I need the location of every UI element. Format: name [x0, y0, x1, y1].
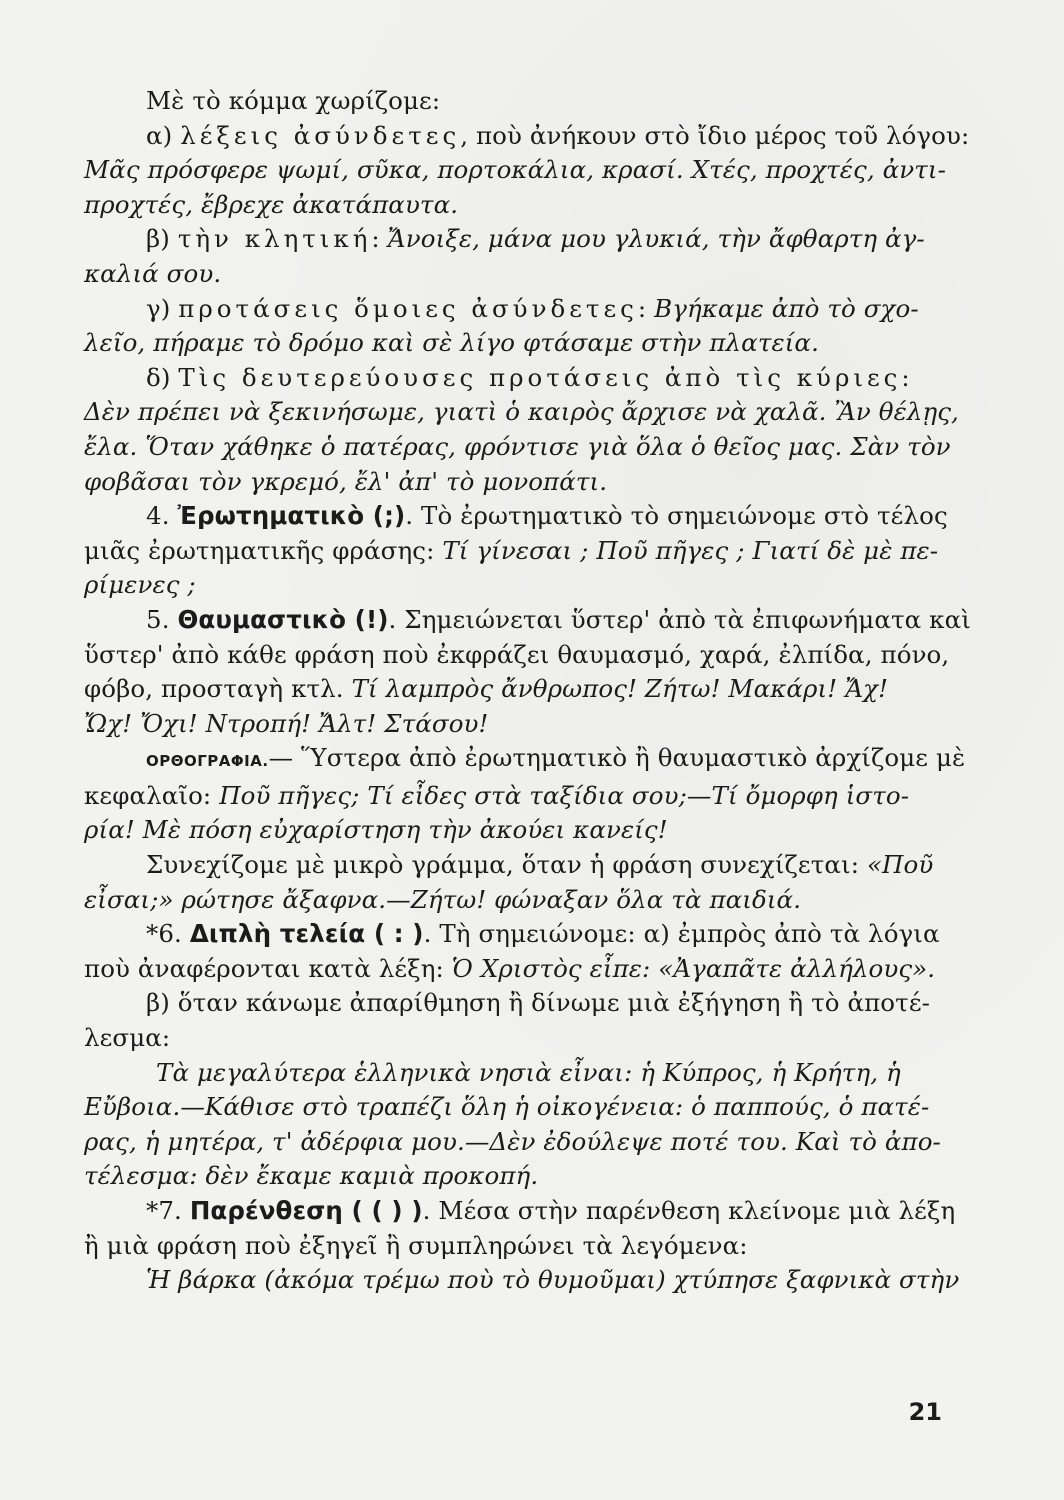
example-line: Εὔβοια.—Κάθισε στὸ τραπέζι ὅλη ἡ οἰκογένεια: ὁ παππούς, ὁ πατέ- [84, 1092, 930, 1122]
section-heading-line: 4. Ἐρωτηματικὸ (;). Τὸ ἐρωτηματικὸ τὸ σημειώνομε στὸ τέλος [146, 501, 948, 531]
text-line: κεφαλαῖο: Ποῦ πῆγες; Τί εἶδες στὰ ταξίδια σου;—Τί ὄμορφη ἱστο- [84, 780, 910, 810]
example-line: Δὲν πρέπει νὰ ξεκινήσωμε, γιατὶ ὁ καιρὸς ἄρχισε νὰ χαλᾶ. Ἂν θέλῃς, [84, 397, 959, 427]
orthography-note-line: ΟΡΘΟΓΡΑΦΙΑ.— Ὕστερα ἀπὸ ἐρωτηματικὸ ἢ θαυμαστικὸ ἀρχίζομε μὲ [146, 743, 966, 773]
text-line: β) τὴν κλητική: Ἄνοιξε, μάνα μου γλυκιά, τὴν ἄφθαρτη ἀγ- [146, 224, 925, 254]
text-line: β) ὅταν κάνωμε ἀπαρίθμηση ἢ δίνωμε μιὰ ἐξήγηση ἢ τὸ ἀποτέ- [146, 988, 930, 1018]
text-line: μιᾶς ἐρωτηματικῆς φράσης: Τί γίνεσαι ; Ποῦ πῆγες ; Γιατί δὲ μὲ πε- [84, 535, 939, 565]
section-title-exclamation-mark: Θαυμαστικὸ (!) [177, 604, 389, 634]
text-line: Μὲ τὸ κόμμα χωρίζομε: [146, 86, 441, 115]
example-line: καλιά σου. [84, 258, 222, 288]
example-line: εἶσαι;» ρώτησε ἄξαφνα.—Ζήτω! φώναξαν ὅλα τὰ παιδιά. [84, 884, 802, 914]
section-heading-line: *7. Παρένθεση ( ( ) ). Μέσα στὴν παρένθεση κλείνομε μιὰ λέξη [146, 1196, 956, 1225]
text-line: Συνεχίζομε μὲ μικρὸ γράμμα, ὅταν ἡ φράση συνεχίζεται: «Ποῦ [146, 850, 934, 880]
section-title-colon: Διπλὴ τελεία ( : ) [189, 919, 424, 949]
section-heading-line: 5. Θαυμαστικὸ (!). Σημειώνεται ὕστερ' ἀπὸ τὰ ἐπιφωνήματα καὶ [146, 604, 971, 634]
example-line: ἔλα. Ὅταν χάθηκε ὁ πατέρας, φρόντισε γιὰ ὅλα ὁ θεῖος μας. Σὰν τὸν [84, 431, 951, 461]
example-line: ρίμενες ; [84, 570, 196, 600]
example-line: Τὰ μεγαλύτερα ἑλληνικὰ νησιὰ εἶναι: ἡ Κύπρος, ἡ Κρήτη, ἡ [156, 1057, 901, 1087]
text-line: γ) προτάσεις ὅμοιες ἀσύνδετες: Βγήκαμε ἀπὸ τὸ σχο- [146, 293, 919, 323]
example-line: Μᾶς πρόσφερε ψωμί, σῦκα, πορτοκάλια, κρασί. Χτές, προχτές, ἀντι- [84, 155, 947, 185]
example-line: φοβᾶσαι τὸν γκρεμό, ἔλ' ἀπ' τὸ μονοπάτι. [84, 466, 608, 496]
text-line: ἢ μιὰ φράση ποὺ ἐξηγεῖ ἢ συμπληρώνει τὰ λεγόμενα: [84, 1230, 748, 1260]
text-line: ὕστερ' ἀπὸ κάθε φράση ποὺ ἐκφράζει θαυμασμό, χαρά, ἐλπίδα, πόνο, [84, 639, 950, 669]
section-heading-line: *6. Διπλὴ τελεία ( : ). Τὴ σημειώνομε: α) ἐμπρὸς ἀπὸ τὰ λόγια [146, 919, 940, 949]
text-line: δ) Τὶς δευτερεύουσες προτάσεις ἀπὸ τὶς κύριες: [146, 362, 910, 392]
text-line: λεσμα: [84, 1023, 171, 1053]
example-line: Ὤχ! Ὄχι! Ντροπή! Ἄλτ! Στάσου! [84, 708, 489, 738]
example-line: τέλεσμα: δὲν ἔκαμε καμιὰ προκοπή. [84, 1161, 539, 1191]
section-title-question-mark: Ἐρωτηματικὸ (;) [177, 501, 406, 531]
orthography-label: ΟΡΘΟΓΡΑΦΙΑ. [146, 752, 269, 771]
text-line: φόβο, προσταγὴ κτλ. Τί λαμπρὸς ἄνθρωπος! Ζήτω! Μακάρι! Ἄχ! [84, 674, 889, 704]
example-line: ρας, ἡ μητέρα, τ' ἀδέρφια μου.—Δὲν ἐδούλεψε ποτέ του. Καὶ τὸ ἀπο- [84, 1126, 941, 1156]
example-line: λεῖο, πήραμε τὸ δρόμο καὶ σὲ λίγο φτάσαμε στὴν πλατεία. [84, 328, 819, 358]
example-line: Ἡ βάρκα (ἀκόμα τρέμω ποὺ τὸ θυμοῦμαι) χτύπησε ξαφνικὰ στὴν [146, 1265, 960, 1295]
example-line: ρία! Μὲ πόση εὐχαρίστηση τὴν ἀκούει κανείς! [84, 815, 668, 845]
example-line: προχτές, ἔβρεχε ἀκατάπαυτα. [84, 189, 459, 219]
text-line: α) λέξεις ἀσύνδετες, ποὺ ἀνήκουν στὸ ἴδιο μέρος τοῦ λόγου: [146, 120, 970, 150]
section-title-parenthesis: Παρένθεση ( ( ) ) [189, 1196, 423, 1225]
page-number: 21 [908, 1398, 942, 1426]
text-line: ποὺ ἀναφέρονται κατὰ λέξη: Ὁ Χριστὸς εἶπε: «Ἀγαπᾶτε ἀλλήλους». [84, 953, 936, 983]
